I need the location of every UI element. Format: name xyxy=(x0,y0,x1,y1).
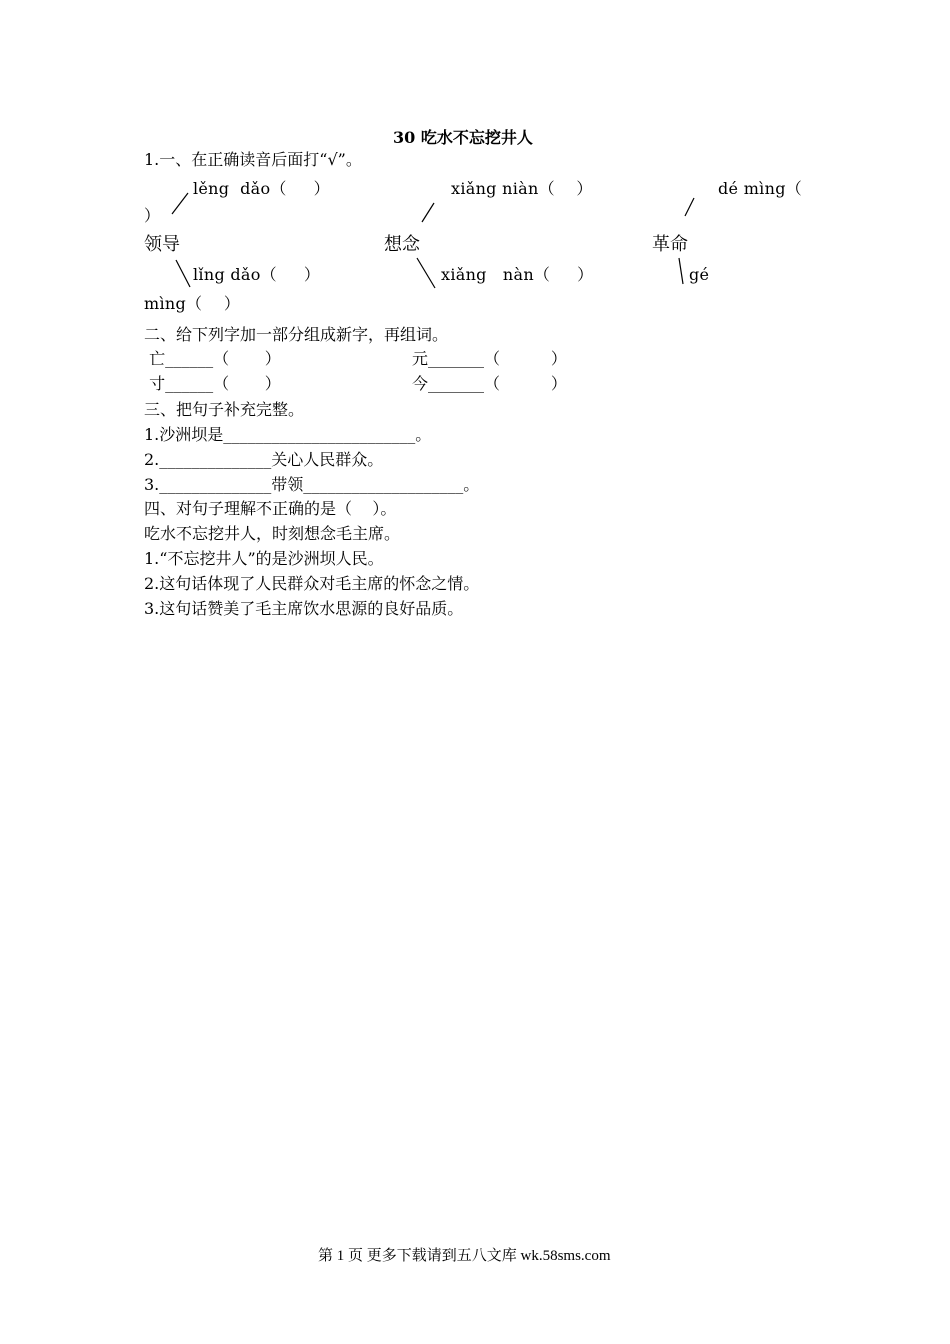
q3-sentence-2: 2.______________关心人民群众。 xyxy=(144,450,384,469)
q4-option-3: 3.这句话赞美了毛主席饮水思源的良好品质。 xyxy=(144,599,464,618)
connector-line-geming-upper xyxy=(685,198,694,216)
q4-sentence: 吃水不忘挖井人，时刻想念毛主席。 xyxy=(144,524,401,543)
q4-heading: 四、对句子理解不正确的是（ ）。 xyxy=(144,499,397,518)
pinyin-geming-wrap: mìng（ ） xyxy=(144,294,241,313)
pinyin-deming: dé mìng（ xyxy=(718,179,803,198)
q2-row2-right: 今_______（ ） xyxy=(412,374,567,393)
q2-row2-left: 寸______（ ） xyxy=(144,374,281,393)
q2-row1-right: 元_______（ ） xyxy=(412,349,567,368)
word-lingdao: 领导 xyxy=(144,234,180,255)
connector-line-geming-lower xyxy=(679,258,683,284)
connector-line-lingdao-upper xyxy=(172,193,188,214)
pinyin-lengdao: lěng dǎo（ ） xyxy=(193,179,330,198)
connector-line-lingdao-lower xyxy=(176,260,190,287)
page-footer: 第 1 页 更多下载请到五八文库 wk.58sms.com xyxy=(318,1248,611,1264)
pinyin-deming-wrap: ） xyxy=(144,206,161,225)
q3-sentence-1: 1.沙洲坝是________________________。 xyxy=(144,425,432,444)
word-geming: 革命 xyxy=(652,234,688,255)
connector-line-xiangnian-upper xyxy=(422,203,434,222)
pinyin-xiangnan: xiǎng nàn（ ） xyxy=(441,265,594,284)
q1-heading: 1.一、在正确读音后面打“√”。 xyxy=(144,150,362,169)
q3-sentence-3: 3.______________带领____________________。 xyxy=(144,475,480,494)
q2-row1-left: 亡______（ ） xyxy=(144,349,281,368)
q4-option-1: 1.“不忘挖井人”的是沙洲坝人民。 xyxy=(144,549,384,568)
q4-option-2: 2.这句话体现了人民群众对毛主席的怀念之情。 xyxy=(144,574,480,593)
pinyin-xiangnian: xiǎng niàn（ ） xyxy=(451,179,593,198)
page-title: 30 吃水不忘挖井人 xyxy=(393,128,533,147)
connector-line-xiangnian-lower xyxy=(417,258,435,288)
pinyin-lingdao: lǐng dǎo（ ） xyxy=(193,265,321,284)
q2-heading: 二、给下列字加一部分组成新字，再组词。 xyxy=(144,325,449,344)
word-xiangnian: 想念 xyxy=(384,234,420,255)
pinyin-geming: gé xyxy=(689,265,710,284)
q3-heading: 三、把句子补充完整。 xyxy=(144,400,305,419)
